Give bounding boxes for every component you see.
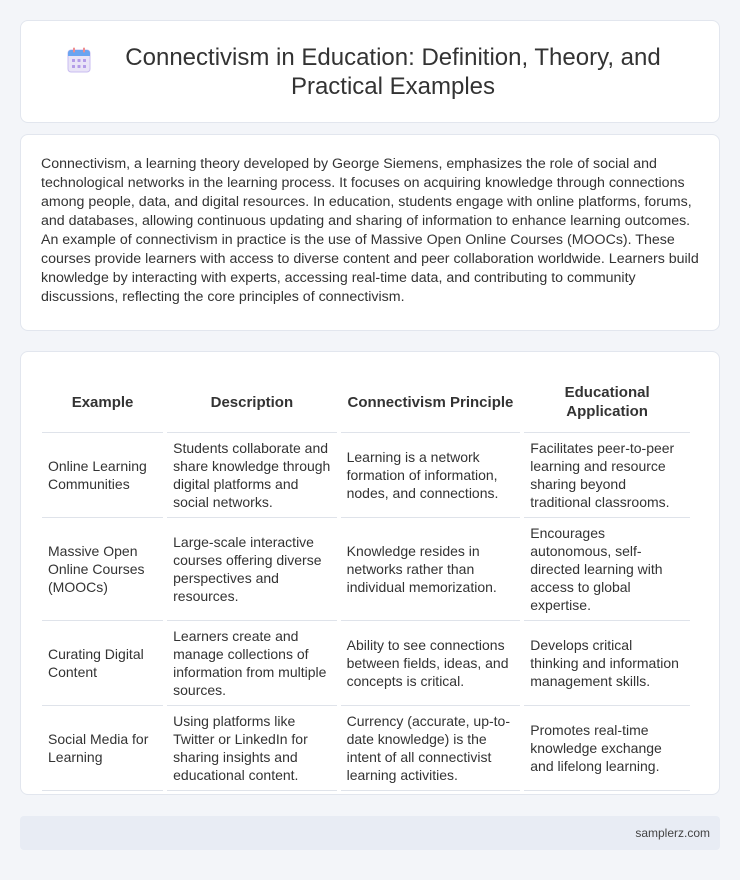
table-cell: Develops critical thinking and information management skills. [524,620,690,705]
table-card [20,351,720,795]
table-cell: Ability to see connections between fields, ideas, and concepts is critical. [341,620,521,705]
table-cell: Learning is a network formation of information, nodes, and connections. [341,432,521,517]
column-header: Description [210,393,294,411]
intro-card [20,134,720,331]
table-row [42,517,690,620]
table-cell: Knowledge resides in networks rather than individual memorization. [341,517,521,620]
table-row [42,620,690,705]
table-cell: Currency (accurate, up-to-date knowledge) is the intent of all connectivist learning activities. [341,705,521,791]
table-cell: Encourages autonomous, self-directed learning with access to global expertise. [524,517,690,620]
table-cell: Facilitates peer-to-peer learning and resource sharing beyond traditional classrooms. [524,432,690,517]
calendar-icon [67,47,91,73]
column-header: Connectivism Principle [347,393,514,411]
column-header: Educational Application [564,384,650,420]
table-cell: Using platforms like Twitter or LinkedIn for sharing insights and educational content. [167,705,336,791]
table-row [42,432,690,517]
table-cell: Large-scale interactive courses offering diverse perspectives and resources. [167,517,336,620]
table-cell: Social Media for Learning [42,705,163,791]
footer-site-link[interactable]: samplerz.com [635,826,710,840]
intro-paragraph: Connectivism, a learning theory developed by George Siemens, emphasizes the role of social and technological networks in the learning process. It focuses on acquiring knowledge through connections among people, data, and digital resources. In education, students engage with online platforms, forums, and databases, allowing continuous updating and sharing of information to enhance learning outcomes. An example of connectivism in practice is the use of Massive Open Online Courses (MOOCs). These courses provide learners with access to diverse content and peer collaboration worldwide. Learners build knowledge by interacting with experts, accessing real-time data, and contributing to community discussions, reflecting the core principles of connectivism. [41,156,699,305]
page-title: Connectivism in Education: Definition, Theory, and Practical Examples [125,43,661,100]
table-row [42,705,690,791]
table-header-row [42,372,690,432]
table-cell: Curating Digital Content [42,620,163,705]
table-cell: Massive Open Online Courses (MOOCs) [42,517,163,620]
footer [20,816,720,850]
examples-table [38,372,694,791]
title-card [20,20,720,123]
table-cell: Online Learning Communities [42,432,163,517]
table-cell: Learners create and manage collections of information from multiple sources. [167,620,336,705]
column-header: Example [71,393,134,411]
table-cell: Students collaborate and share knowledge through digital platforms and social networks. [167,432,336,517]
table-cell: Promotes real-time knowledge exchange and lifelong learning. [524,705,690,791]
